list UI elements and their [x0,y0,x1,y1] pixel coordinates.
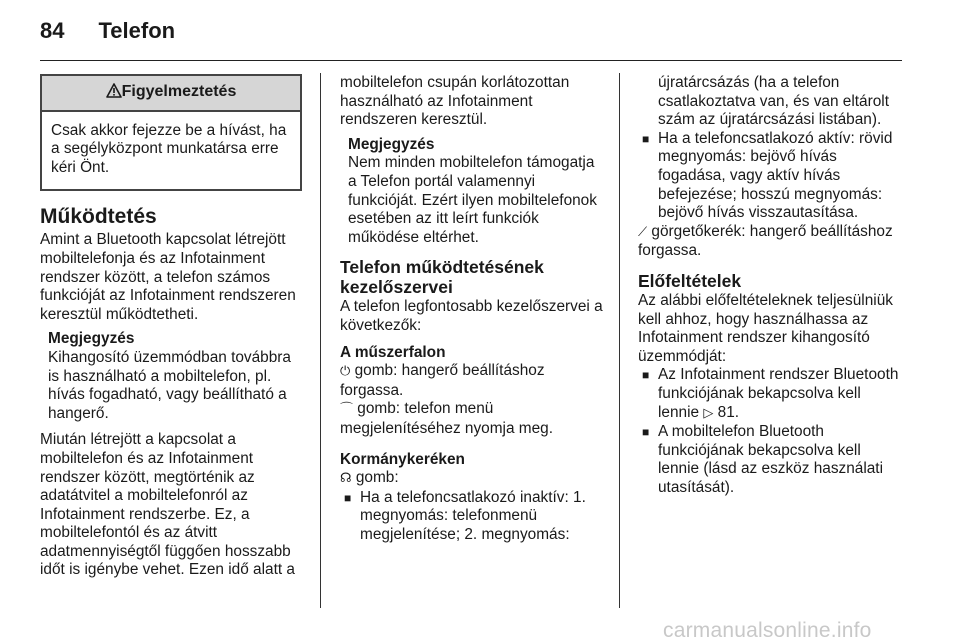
note-title: Megjegyzés [348,135,435,153]
note-body: Kihangosító üzemmódban továbbra is használható a mobiltelefon, pl. hívás fogadható, vagy beállítható a hangerő. [48,348,291,422]
subheading-dashboard: A műszerfalon [340,343,446,361]
bullet-inactive: ■ Ha a telefoncsatlakozó inaktív: 1. megnyomás: telefonmenü megjelenítése; 2. megnyomás: [340,489,606,545]
page-header [40,18,175,48]
column-2 [340,74,606,544]
continued-paragraph: mobiltelefon csupán korlátozottan használható az Infotainment rendszeren keresztül. [340,74,570,129]
column-divider-1 [320,73,321,608]
page-reference[interactable]: 81. [717,403,740,421]
steering-button-desc: ☊ gomb: [340,469,399,487]
warning-header [42,76,300,112]
data-transfer-paragraph: Miután létrejött a kapcsolat a mobiltelefon és az Infotainment rendszer között, megtörténik az adatátvitel a mobiltelefonról az Infotainment rendszerbe. Ez, a mobiltelefontól és az átvitt adatmennyiségtől függően hosszabb időt is igénybe vehet. Ezen idő alatt a [40,431,295,579]
warning-triangle-icon [106,83,122,98]
power-button-desc: ⏻ gomb: hangerő beállításhoz forgassa. [340,362,545,399]
thumbwheel-icon: ⟋ [638,224,648,240]
header-rule [40,60,902,61]
column-divider-2 [619,73,620,608]
controls-intro: A telefon legfontosabb kezelőszervei a következők: [340,298,603,334]
section-heading-operation: Működtetés [40,205,157,229]
operation-intro: Amint a Bluetooth kapcsolat létrejött mobiltelefonja és az Infotainment rendszer között, a telefon számos funkcióját az Infotainment rendszeren keresztül működtetheti. [40,231,296,323]
section-heading-prerequisites: Előfeltételek [638,270,742,291]
note-title: Megjegyzés [48,330,135,348]
phone-icon: ⌒ [340,402,354,418]
watermark: carmanualsonline.info [663,619,872,642]
subheading-steering-wheel: Kormánykeréken [340,450,465,468]
chapter-title: Telefon [98,18,176,43]
column-3 [638,74,904,497]
warning-box [40,74,302,191]
bullet-infotainment-bluetooth: ■ Az Infotainment rendszer Bluetooth funkciójának bekapcsolva kell lennie ▷ 81. [638,366,904,423]
warning-title: Figyelmeztetés [121,83,237,100]
bullet-active: ■ Ha a telefoncsatlakozó aktív: rövid megnyomás: bejövő hívás fogadása, vagy aktív hívás befejezése; hosszú megnyomás: bejövő hívás visszautasítása. [638,130,904,223]
section-heading-controls: Telefon működtetésének kezelőszervei [340,257,544,298]
note-block-2 [340,136,606,248]
page-reference-icon: ▷ [703,405,714,421]
continued-bullet-text: újratárcsázás (ha a telefon csatlakoztatva van, és van eltárolt szám az újratárcsázási listában). [658,74,889,129]
phone-button-desc: ⌒ gomb: telefon menü megjelenítéséhez nyomja meg. [340,400,554,437]
prerequisites-intro: Az alábbi előfeltételeknek teljesülniük kell ahhoz, hogy használhassa az Infotainment rendszer kihangosító üzemmódját: [638,291,893,365]
thumbwheel-desc: ⟋ görgetőkerék: hangerő beállításhoz forgassa. [638,222,893,260]
bullet-phone-bluetooth: ■ A mobiltelefon Bluetooth funkciójának bekapcsolva kell lennie (lásd az eszköz használati utasítását). [638,423,904,497]
column-1 [40,74,306,580]
power-icon: ⏻ [340,364,351,380]
note-block-1 [40,330,306,423]
note-body: Nem minden mobiltelefon támogatja a Telefon portál valamennyi funkcióját. Ezért ilyen mobiltelefonok esetében az itt leírt funkciók működése eltérhet. [348,154,597,246]
steering-phone-icon: ☊ [340,471,352,487]
page-number: 84 [40,18,65,43]
warning-body: Csak akkor fejezze be a hívást, ha a segélyközpont munkatársa erre kéri Önt. [51,121,287,176]
